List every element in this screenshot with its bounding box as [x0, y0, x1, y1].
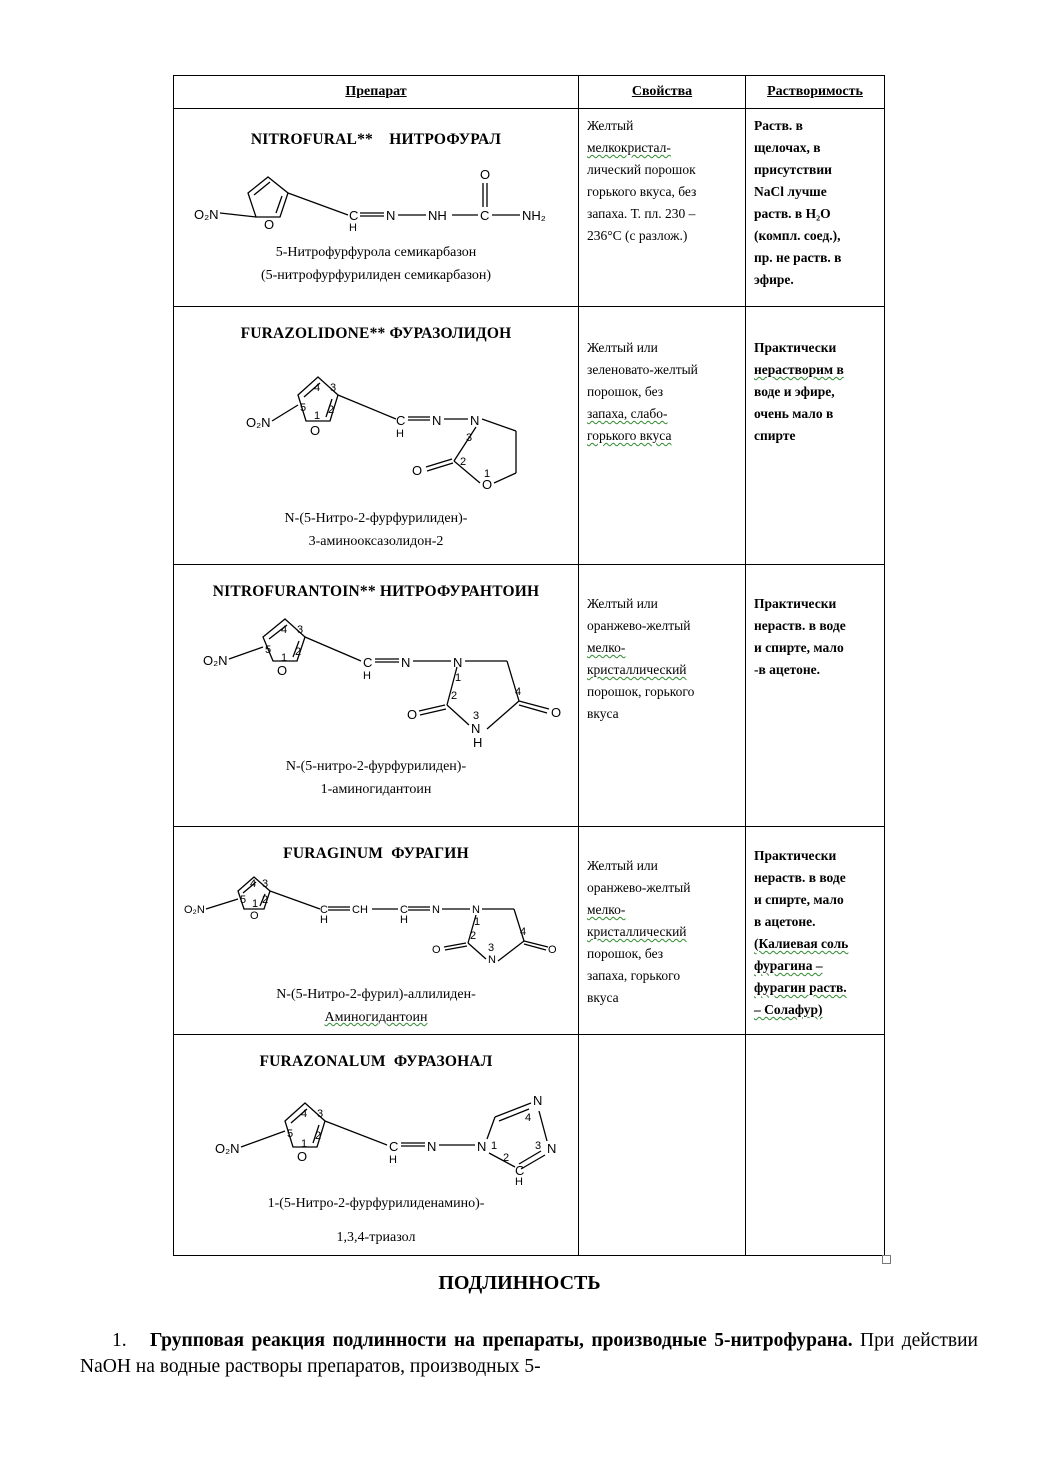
svg-text:O: O: [480, 167, 491, 182]
cell-properties: [579, 1035, 746, 1256]
svg-text:H: H: [400, 914, 408, 926]
cell-properties: Желтый мелкокристал- лический порошок горького вкуса, без запаха. Т. пл. 230 – 236°С (с разлож.): [579, 109, 746, 307]
table-row: [174, 565, 885, 827]
cell-properties: Желтый или зеленовато-желтый порошок, без запаха, слабо- горького вкуса: [579, 307, 746, 565]
structure-nitrofurantoin: [181, 601, 571, 751]
cell-preparation: [174, 827, 579, 1035]
iupac-name-line: N-(5-Нитро-2-фурфурилиден)-: [284, 511, 468, 526]
svg-text:4: 4: [515, 686, 522, 698]
svg-text:C: C: [320, 904, 328, 916]
drug-table: [173, 75, 885, 1256]
drug-title: NITROFURAL** НИТРОФУРАЛ: [250, 131, 502, 148]
svg-text:N: N: [472, 904, 480, 916]
paragraph-text: При действии NaOH на водные растворы препаратов, производных 5-: [80, 1330, 978, 1377]
svg-text:H: H: [515, 1176, 523, 1188]
table-row: [174, 1035, 885, 1256]
svg-text:O: O: [482, 477, 493, 492]
svg-text:O₂N: O₂N: [203, 653, 228, 668]
svg-text:CH: CH: [352, 904, 368, 916]
svg-text:O: O: [407, 707, 418, 722]
cell-preparation: [174, 1035, 579, 1256]
svg-text:N: N: [471, 721, 481, 736]
svg-text:C: C: [515, 1163, 525, 1178]
svg-text:N: N: [547, 1141, 557, 1156]
table-row: [174, 307, 885, 565]
iupac-name-line: Аминогидантоин: [324, 1010, 428, 1025]
svg-text:N: N: [477, 1139, 487, 1154]
svg-text:N: N: [453, 655, 463, 670]
svg-text:NH₂: NH₂: [522, 208, 546, 223]
svg-text:4: 4: [314, 382, 321, 394]
svg-text:2: 2: [503, 1152, 510, 1164]
cell-properties: Желтый или оранжево-желтый мелко- кристаллический порошок, без запаха, горького вкуса: [579, 827, 746, 1035]
cell-properties: Желтый или оранжево-желтый мелко- кристаллический порошок, горького вкуса: [579, 565, 746, 827]
svg-text:O: O: [412, 463, 423, 478]
drug-title: FURAZONALUM ФУРАЗОНАЛ: [259, 1053, 493, 1070]
svg-text:1: 1: [301, 1138, 308, 1150]
svg-text:N: N: [432, 904, 440, 916]
svg-text:O: O: [264, 217, 275, 232]
svg-text:4: 4: [520, 926, 527, 938]
svg-text:3: 3: [330, 382, 337, 394]
svg-text:N: N: [386, 208, 396, 223]
svg-text:N: N: [401, 655, 411, 670]
svg-text:1: 1: [281, 652, 288, 664]
svg-text:H: H: [363, 670, 371, 682]
svg-text:H: H: [349, 222, 357, 234]
svg-text:O₂N: O₂N: [194, 207, 219, 222]
structure-furaginum: [176, 863, 576, 969]
cell-solubility: Практически нераств. в воде и спирте, мало -в ацетоне.: [746, 565, 885, 827]
svg-text:5: 5: [240, 894, 247, 906]
svg-text:C: C: [389, 1139, 399, 1154]
cell-solubility: Практически нераств. в воде и спирте, мало в ацетоне. (Калиевая соль фурагина – фурагин раств. – Солафур): [746, 827, 885, 1035]
svg-text:C: C: [480, 208, 490, 223]
svg-text:C: C: [363, 655, 373, 670]
svg-text:O: O: [548, 944, 557, 956]
svg-text:2: 2: [460, 456, 467, 468]
svg-text:N: N: [533, 1093, 543, 1108]
table-row: [174, 827, 885, 1035]
iupac-name-line: 1-аминогидантоин: [320, 782, 432, 797]
svg-text:C: C: [400, 904, 408, 916]
iupac-name-line: (5-нитрофурфурилиден семикарбазон): [260, 268, 492, 283]
svg-text:2: 2: [295, 646, 302, 658]
svg-text:N: N: [432, 413, 442, 428]
svg-text:4: 4: [281, 624, 288, 636]
cell-preparation: [174, 307, 579, 565]
section-heading: ПОДЛИННОСТЬ: [438, 1272, 601, 1294]
svg-text:H: H: [320, 914, 328, 926]
svg-text:2: 2: [262, 894, 269, 906]
iupac-name-line: N-(5-нитро-2-фурфурилиден)-: [285, 759, 467, 774]
svg-text:5: 5: [265, 644, 272, 656]
svg-text:O: O: [432, 944, 441, 956]
svg-text:1: 1: [314, 410, 321, 422]
svg-text:5: 5: [300, 402, 307, 414]
svg-text:C: C: [349, 208, 359, 223]
paragraph-number: 1.: [112, 1330, 127, 1351]
svg-text:C: C: [396, 413, 406, 428]
svg-text:3: 3: [488, 942, 495, 954]
cell-solubility: Раств. в щелочах, в присутствии NaCl лучше раств. в H₂O (компл. соед.), пр. не раств. в эфире.: [746, 109, 885, 307]
table-resize-handle[interactable]: [882, 1255, 891, 1264]
svg-text:1: 1: [455, 672, 462, 684]
svg-text:5: 5: [287, 1128, 294, 1140]
iupac-name-line: 1-(5-Нитро-2-фурфурилиденамино)-: [267, 1196, 485, 1211]
svg-text:4: 4: [250, 878, 257, 890]
header-solubility: Растворимость: [746, 76, 885, 109]
svg-text:4: 4: [301, 1108, 308, 1120]
drug-title: FURAZOLIDONE** ФУРАЗОЛИДОН: [240, 325, 512, 342]
paragraph: [80, 1328, 978, 1380]
svg-text:2: 2: [328, 404, 335, 416]
drug-title: FURAGINUM ФУРАГИН: [283, 845, 469, 862]
svg-text:N: N: [427, 1139, 437, 1154]
svg-text:NH: NH: [428, 208, 447, 223]
svg-text:O: O: [250, 910, 259, 922]
svg-text:2: 2: [315, 1130, 322, 1142]
svg-text:N: N: [470, 413, 480, 428]
svg-text:O₂N: O₂N: [246, 415, 271, 430]
svg-text:1: 1: [252, 898, 259, 910]
iupac-name-line: 5-Нитрофурфурола семикарбазон: [275, 245, 477, 260]
svg-text:1: 1: [491, 1140, 498, 1152]
cell-preparation: [174, 109, 579, 307]
iupac-name-line: 1,3,4-триазол: [336, 1230, 416, 1245]
svg-text:O₂N: O₂N: [215, 1141, 240, 1156]
cell-solubility: [746, 1035, 885, 1256]
svg-text:3: 3: [297, 624, 304, 636]
svg-text:O: O: [297, 1149, 308, 1164]
structure-furazonalum: [181, 1071, 571, 1188]
svg-text:3: 3: [262, 878, 269, 890]
svg-text:3: 3: [473, 710, 480, 722]
svg-text:2: 2: [470, 930, 477, 942]
svg-text:3: 3: [317, 1108, 324, 1120]
svg-text:1: 1: [474, 916, 481, 928]
paragraph-bold-lead: Групповая реакция подлинности на препараты, производные 5-нитрофурана.: [150, 1330, 853, 1351]
iupac-name-line: 3-аминооксазолидон-2: [308, 534, 444, 549]
svg-text:H: H: [473, 735, 483, 750]
svg-text:2: 2: [451, 690, 458, 702]
svg-text:3: 3: [535, 1140, 542, 1152]
iupac-name-line: N-(5-Нитро-2-фурил)-аллилиден-: [276, 987, 476, 1002]
drug-title: NITROFURANTOIN** НИТРОФУРАНТОИН: [212, 583, 540, 600]
header-properties: Свойства: [579, 76, 746, 109]
table-row: [174, 109, 885, 307]
cell-preparation: [174, 565, 579, 827]
svg-text:O₂N: O₂N: [184, 904, 205, 916]
structure-nitrofural: [186, 149, 566, 234]
svg-text:3: 3: [466, 432, 473, 444]
svg-text:O: O: [310, 423, 321, 438]
svg-text:O: O: [551, 705, 562, 720]
header-preparation: Препарат: [174, 76, 579, 109]
svg-text:H: H: [396, 428, 404, 440]
svg-text:1: 1: [484, 468, 491, 480]
svg-text:O: O: [277, 663, 288, 678]
svg-text:H: H: [389, 1154, 397, 1166]
svg-text:4: 4: [525, 1112, 532, 1124]
cell-solubility: Практически нерастворим в воде и эфире, очень мало в спирте: [746, 307, 885, 565]
svg-text:N: N: [488, 954, 496, 966]
table-header-row: [174, 76, 885, 109]
structure-furazolidone: [186, 343, 566, 493]
